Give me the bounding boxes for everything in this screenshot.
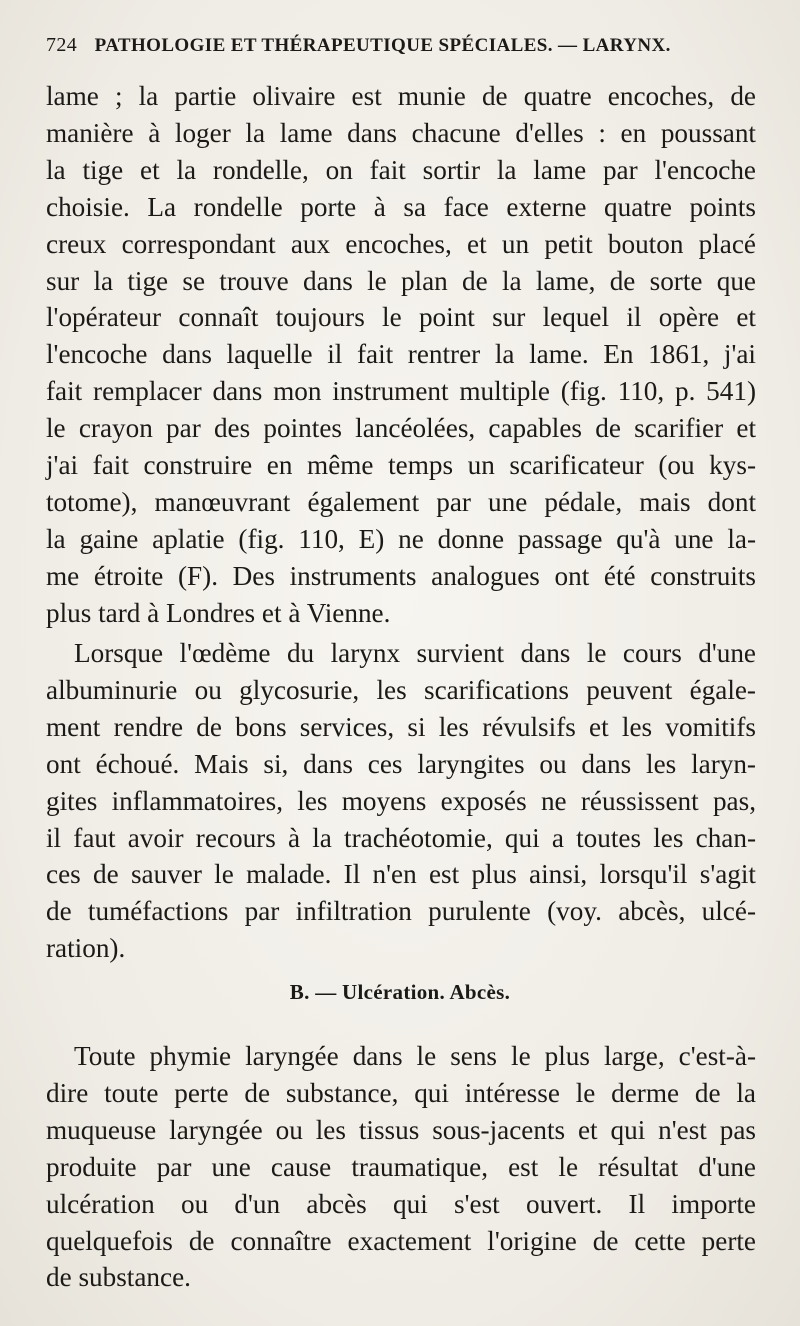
text-line: muqueuse laryngée ou les tissus sous-jacents et qui n'est pas xyxy=(46,1114,756,1145)
paragraph-phymie-laryngee xyxy=(46,1038,756,1296)
text-line: l'opérateur connaît toujours le point sur lequel il opère et xyxy=(46,302,756,333)
section-heading: B. — Ulcération. Abcès. xyxy=(289,980,511,1004)
text-line: manière à loger la lame dans chacune d'elles : en poussant xyxy=(46,117,756,148)
text-line: la tige et la rondelle, on fait sortir la lame par l'encoche xyxy=(46,154,756,185)
text-line: plus tard à Londres et à Vienne. xyxy=(46,597,391,628)
text-line: j'ai fait construire en même temps un scarificateur (ou kys- xyxy=(46,450,756,481)
text-line: ces de sauver le malade. Il n'en est plus ainsi, lorsqu'il s'agit xyxy=(46,859,756,890)
text-line: l'encoche dans laquelle il fait rentrer la lame. En 1861, j'ai xyxy=(46,339,756,370)
text-line: me étroite (F). Des instruments analogues ont été construits xyxy=(46,560,756,591)
text-line: ont échoué. Mais si, dans ces laryngites ou dans les laryn- xyxy=(46,748,756,779)
text-line: albuminurie ou glycosurie, les scarifications peuvent égale- xyxy=(46,674,756,705)
paragraph-oedeme-treatment xyxy=(46,635,756,967)
text-line: de tuméfactions par infiltration purulente (voy. abcès, ulcé- xyxy=(46,896,756,927)
page-number: 724 xyxy=(46,34,78,56)
text-line: la gaine aplatie (fig. 110, E) ne donne passage qu'à une la- xyxy=(46,523,756,554)
text-line: ulcération ou d'un abcès qui s'est ouvert. Il importe xyxy=(46,1188,756,1219)
text-line: sur la tige se trouve dans le plan de la lame, de sorte que xyxy=(46,265,756,296)
running-title: PATHOLOGIE ET THÉRAPEUTIQUE SPÉCIALES. — LARYNX. xyxy=(94,35,671,56)
paragraph-instrument-description xyxy=(46,78,756,632)
text-line: dire toute perte de substance, qui intéresse le derme de la xyxy=(46,1077,756,1108)
text-line: Lorsque l'œdème du larynx survient dans le cours d'une xyxy=(74,638,756,668)
text-line: il faut avoir recours à la trachéotomie, qui a toutes les chan- xyxy=(46,822,756,853)
text-line: ment rendre de bons services, si les révulsifs et les vomitifs xyxy=(46,711,756,742)
text-line: quelquefois de connaître exactement l'origine de cette perte xyxy=(46,1225,756,1256)
text-line: ration). xyxy=(46,933,126,964)
text-line: Toute phymie laryngée dans le sens le plus large, c'est-à- xyxy=(74,1041,756,1071)
text-line: le crayon par des pointes lancéolées, capables de scarifier et xyxy=(46,413,756,444)
text-line: de substance. xyxy=(46,1262,191,1293)
text-line: produite par une cause traumatique, est le résultat d'une xyxy=(46,1151,756,1182)
text-line: totome), manœuvrant également par une pédale, mais dont xyxy=(46,486,756,517)
text-line: gites inflammatoires, les moyens exposés ne réussissent pas, xyxy=(46,785,756,816)
text-line: lame ; la partie olivaire est munie de quatre encoches, de xyxy=(46,81,756,111)
text-line: fait remplacer dans mon instrument multiple (fig. 110, p. 541) xyxy=(46,376,756,407)
running-header xyxy=(46,34,746,57)
text-line: choisie. La rondelle porte à sa face externe quatre points xyxy=(46,191,756,222)
text-line: creux correspondant aux encoches, et un petit bouton placé xyxy=(46,228,756,259)
